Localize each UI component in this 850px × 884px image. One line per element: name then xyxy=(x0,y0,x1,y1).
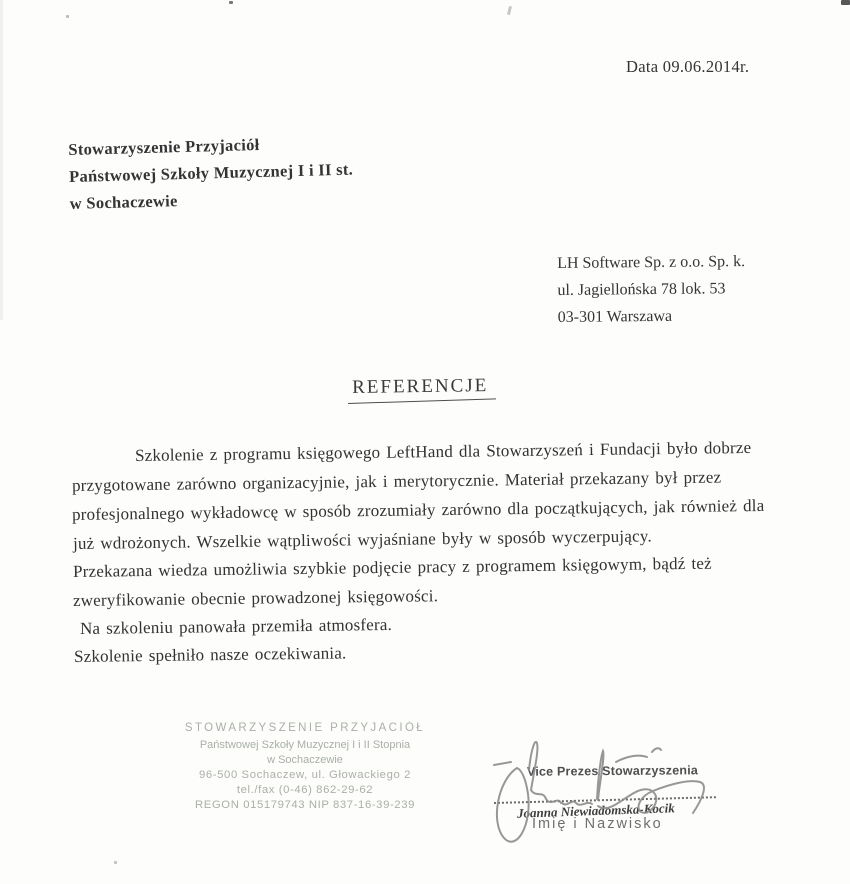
recipient-line: 03-301 Warszawa xyxy=(557,307,673,326)
sender-line: Stowarzyszenie Przyjaciół xyxy=(68,134,260,159)
stamp-line: Państwowej Szkoły Muzycznej I i II Stopnia xyxy=(199,739,411,751)
document-title: REFERENCJE xyxy=(352,375,489,398)
stamp-line: tel./fax (0-46) 862-29-62 xyxy=(236,784,374,796)
body-line: przygotowane zarówno organizacyjnie, jak i merytorycznie. Materiał przekazany był przez xyxy=(71,467,722,495)
sender-line: w Sochaczewie xyxy=(69,191,178,213)
body-line: Szkolenie spełniło nasze oczekiwania. xyxy=(73,643,347,666)
scan-speck xyxy=(66,15,69,18)
recipient-address xyxy=(557,248,746,331)
recipient-line: LH Software Sp. z o.o. Sp. k. xyxy=(557,253,746,272)
scan-speck xyxy=(114,861,117,864)
stamp-line: w Sochaczewie xyxy=(267,754,343,766)
body-line: zweryfikowanie obecnie prowadzonej księgowości. xyxy=(72,586,439,610)
date-line: Data 09.06.2014r. xyxy=(626,57,750,76)
organization-stamp xyxy=(160,721,450,813)
sender-address xyxy=(68,129,354,217)
scan-edge-shadow xyxy=(0,0,3,320)
signer-name: Joanna Niewiadomska-Kocik xyxy=(516,800,676,821)
title-underline xyxy=(348,398,496,404)
body-line: profesjonalnego wykładowcę w sposób zrozumiały zarówno dla początkujących, jak również dla xyxy=(71,495,765,524)
body-line: Przekazana wiedza umożliwia szybkie podjęcie pracy z programem księgowym, bądź też xyxy=(72,553,712,581)
scan-speck xyxy=(229,1,233,4)
body-line: Na szkoleniu panowała przemiła atmosfera. xyxy=(79,614,393,638)
scan-speck xyxy=(507,6,512,15)
sender-line: Państwowej Szkoły Muzycznej I i II st. xyxy=(68,159,354,186)
signature-dotted-line xyxy=(494,784,716,804)
stamp-line: STOWARZYSZENIE PRZYJACIÓŁ xyxy=(184,722,426,734)
scan-speck xyxy=(841,0,850,5)
body-line: Szkolenie z programu księgowego LeftHand dla Stowarzyszeń i Fundacji było dobrze xyxy=(134,437,752,465)
signer-role: Vice Prezes Stowarzyszenia xyxy=(526,763,699,779)
body-line: już wdrożonych. Wszelkie wątpliwości wyjaśniane były w sposób wyczerpujący. xyxy=(72,526,652,553)
signature-caption: Imię i Nazwisko xyxy=(532,816,663,832)
stamp-line: REGON 015179743 NIP 837-16-39-239 xyxy=(195,799,415,811)
stamp-line: 96-500 Sochaczew, ul. Głowackiego 2 xyxy=(199,769,411,781)
recipient-line: ul. Jagiellońska 78 lok. 53 xyxy=(557,280,726,299)
